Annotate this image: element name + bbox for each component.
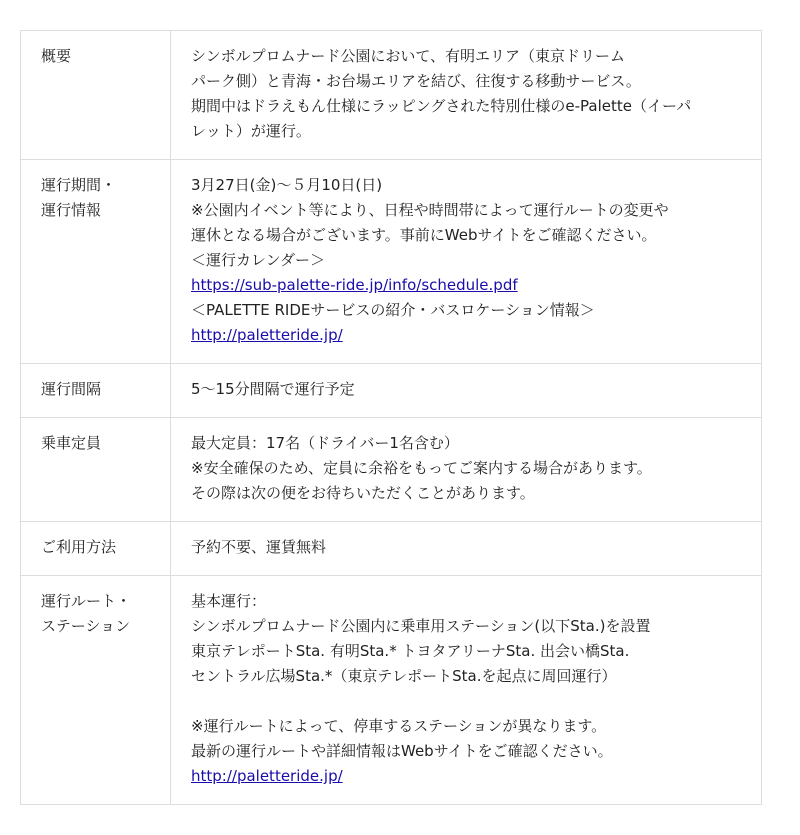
row-value (171, 31, 762, 160)
row-label (21, 364, 171, 418)
external-link[interactable]: http://paletteride.jp/ (191, 767, 343, 785)
row-value-line: シンボルプロムナード公園において、有明エリア（東京ドリーム (191, 47, 626, 65)
row-label-line: 運行間隔 (41, 380, 102, 398)
row-value-line: ＜PALETTE RIDEサービスの紹介・バスロケーション情報＞ (191, 301, 595, 319)
row-value-line: 運休となる場合がございます。事前にWebサイトをご確認ください。 (191, 226, 657, 244)
table-row (21, 160, 762, 364)
row-value-line: シンボルプロムナード公園内に乗車用ステーション(以下Sta.)を設置 (191, 617, 651, 635)
row-value (171, 418, 762, 522)
row-value (171, 522, 762, 576)
row-value-line: 3月27日(金)～５月10日(日) (191, 176, 383, 194)
row-value-line: 最大定員：17名（ドライバー1名含む） (191, 434, 459, 452)
table-row (21, 418, 762, 522)
row-label-line: 乗車定員 (41, 434, 102, 452)
row-label (21, 418, 171, 522)
row-label-line: 概要 (41, 47, 72, 65)
row-value (171, 576, 762, 805)
row-label-line: 運行期間・ (41, 176, 117, 194)
row-value-line: 最新の運行ルートや詳細情報はWebサイトをご確認ください。 (191, 742, 613, 760)
row-label-line: 運行ルート・ (41, 592, 132, 610)
table-row (21, 522, 762, 576)
row-label (21, 522, 171, 576)
row-value-line: セントラル広場Sta.*（東京テレポートSta.を起点に周回運行） (191, 667, 617, 685)
service-info-table (20, 30, 762, 805)
row-value-line: その際は次の便をお待ちいただくことがあります。 (191, 484, 535, 502)
service-info-body (21, 31, 762, 805)
row-value-line: レット）が運行。 (191, 122, 311, 140)
row-label-line: ご利用方法 (41, 538, 117, 556)
row-value-line: 東京テレポートSta. 有明Sta.* トヨタアリーナSta. 出会い橋Sta. (191, 642, 630, 660)
row-value-line: 予約不要、運賃無料 (191, 538, 327, 556)
table-row (21, 576, 762, 805)
row-label-line: ステーション (41, 617, 131, 635)
row-label (21, 160, 171, 364)
row-value-line: 5～15分間隔で運行予定 (191, 380, 355, 398)
blank-line (191, 689, 741, 714)
external-link[interactable]: https://sub-palette-ride.jp/info/schedule.pdf (191, 276, 518, 294)
row-value-line: パーク側）と青海・お台場エリアを結び、往復する移動サービス。 (191, 72, 641, 90)
row-value-line: ※安全確保のため、定員に余裕をもってご案内する場合があります。 (191, 459, 652, 477)
row-label-line: 運行情報 (41, 201, 102, 219)
row-value-line: 期間中はドラえもん仕様にラッピングされた特別仕様のe-Palette（イーパ (191, 97, 692, 115)
table-row (21, 364, 762, 418)
row-label (21, 31, 171, 160)
row-value-line: ※公園内イベント等により、日程や時間帯によって運行ルートの変更や (191, 201, 669, 219)
row-value (171, 364, 762, 418)
row-label (21, 576, 171, 805)
table-row (21, 31, 762, 160)
row-value-line: ※運行ルートによって、停車するステーションが異なります。 (191, 717, 607, 735)
external-link[interactable]: http://paletteride.jp/ (191, 326, 343, 344)
row-value-line: 基本運行： (191, 592, 267, 610)
row-value (171, 160, 762, 364)
row-value-line: ＜運行カレンダー＞ (191, 251, 326, 269)
